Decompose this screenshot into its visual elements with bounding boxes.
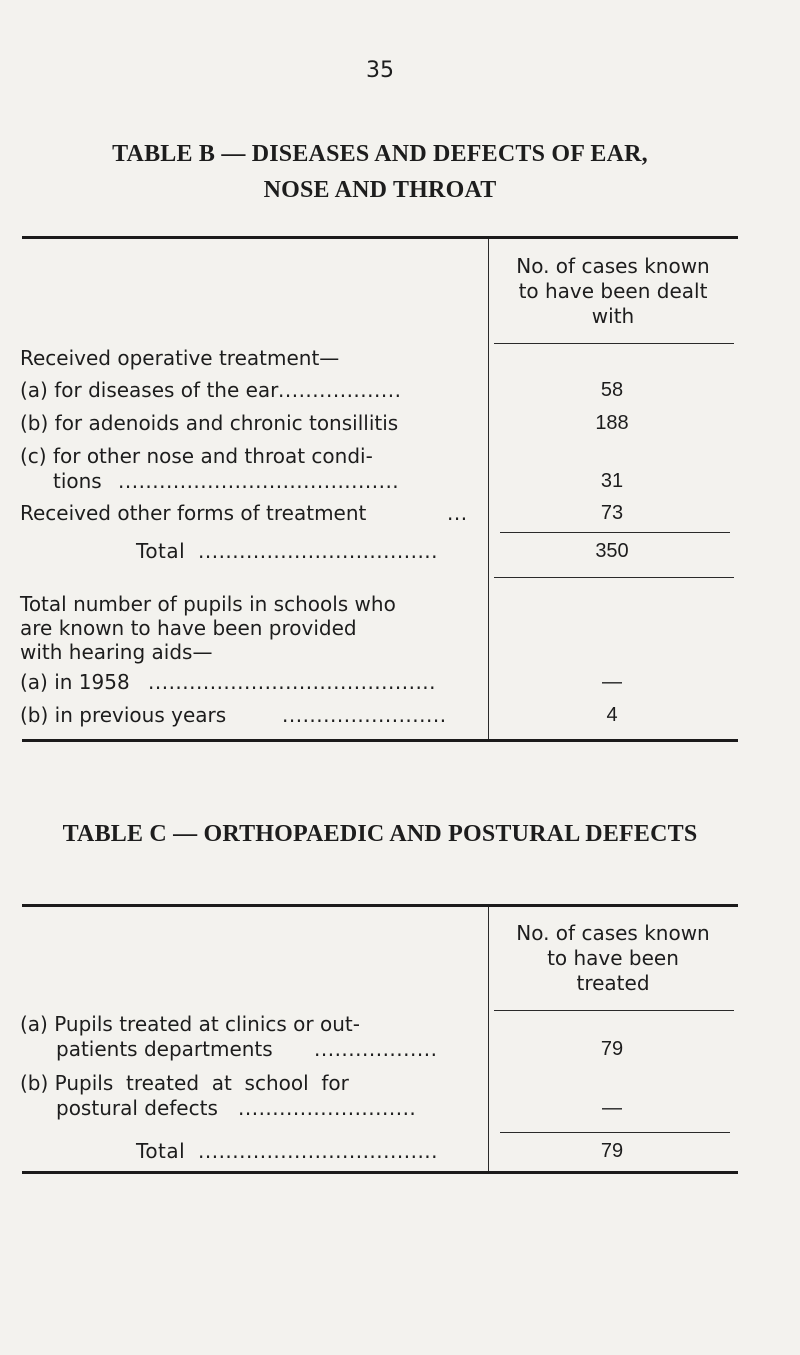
heading-line: are known to have been provided: [20, 616, 357, 640]
row-value: 31: [600, 470, 624, 492]
table-b-total-rule: [494, 577, 734, 578]
leader-dots: .........................................: [118, 469, 400, 493]
table-b-subtotal-rule: [500, 532, 730, 533]
table-row: [20, 1071, 736, 1123]
total-label: Total: [136, 539, 186, 563]
table-b: [22, 236, 738, 742]
table-row: [20, 703, 736, 729]
header-line: to have been: [547, 946, 679, 970]
row-label: (b) for adenoids and chronic tonsillitis: [20, 411, 399, 435]
row-value: 188: [595, 412, 629, 434]
row-label: patients departments: [56, 1037, 273, 1061]
total-row: [20, 539, 736, 565]
header-line: No. of cases known: [516, 254, 710, 278]
table-c-title: TABLE C — ORTHOPAEDIC AND POSTURAL DEFECTS: [62, 821, 698, 847]
table-b-header-rule: [494, 343, 734, 344]
header-line: to have been dealt: [518, 279, 708, 303]
leader-dots: ...................................: [198, 1139, 439, 1163]
table-b-bottom-rule: [22, 739, 738, 742]
table-row: [20, 501, 736, 527]
table-b-title-line2: NOSE AND THROAT: [263, 177, 497, 203]
leader-dots: ...: [447, 501, 468, 525]
section-heading-hearing-aids: [20, 592, 396, 664]
table-row: [20, 444, 736, 496]
table-row: [20, 411, 736, 437]
table-b-column-header: [488, 254, 738, 329]
row-label: (a) in 1958: [20, 670, 130, 694]
leader-dots: ........................: [282, 703, 447, 727]
table-b-title: [0, 136, 760, 208]
header-line: with: [591, 304, 635, 328]
row-label: tions: [53, 469, 102, 493]
row-label: Received other forms of treatment: [20, 501, 367, 525]
page-number: 35: [366, 58, 394, 83]
row-label: (a) for diseases of the ear: [20, 378, 279, 402]
table-row: [20, 670, 736, 696]
table-c-header-rule: [494, 1010, 734, 1011]
heading-line: Total number of pupils in schools who: [20, 592, 396, 616]
header-line: treated: [576, 971, 650, 995]
table-b-title-line1: TABLE B — DISEASES AND DEFECTS OF EAR,: [112, 141, 648, 167]
leader-dots: ..........................................: [148, 670, 437, 694]
row-label: postural defects: [56, 1096, 218, 1120]
leader-dots: ...................................: [198, 539, 439, 563]
row-value: —: [602, 1097, 622, 1119]
table-row: [20, 378, 736, 404]
row-label-line1: (a) Pupils treated at clinics or out-: [20, 1012, 360, 1036]
total-value: 79: [600, 1140, 624, 1162]
table-c-top-rule: [22, 904, 738, 907]
table-b-top-rule: [22, 236, 738, 239]
leader-dots: ..................: [278, 378, 402, 402]
total-row: [20, 1139, 736, 1165]
table-c-bottom-rule: [22, 1171, 738, 1174]
row-label-line1: (c) for other nose and throat condi-: [20, 444, 373, 468]
table-c-subtotal-rule: [500, 1132, 730, 1133]
header-line: No. of cases known: [516, 921, 710, 945]
row-value: —: [602, 671, 622, 693]
heading-line: with hearing aids—: [20, 640, 213, 664]
row-value: 4: [606, 704, 618, 726]
row-label-line1: (b) Pupils treated at school for: [20, 1071, 349, 1095]
row-value: 79: [600, 1038, 624, 1060]
leader-dots: ..................: [314, 1037, 438, 1061]
table-c: [22, 904, 738, 1174]
row-value: 73: [600, 502, 624, 524]
row-value: 58: [600, 379, 624, 401]
table-row: [20, 1012, 736, 1064]
total-label: Total: [136, 1139, 186, 1163]
row-label: (b) in previous years: [20, 703, 227, 727]
leader-dots: ..........................: [238, 1096, 417, 1120]
section-heading: Received operative treatment—: [20, 346, 340, 370]
total-value: 350: [595, 540, 629, 562]
table-c-column-header: [488, 921, 738, 996]
